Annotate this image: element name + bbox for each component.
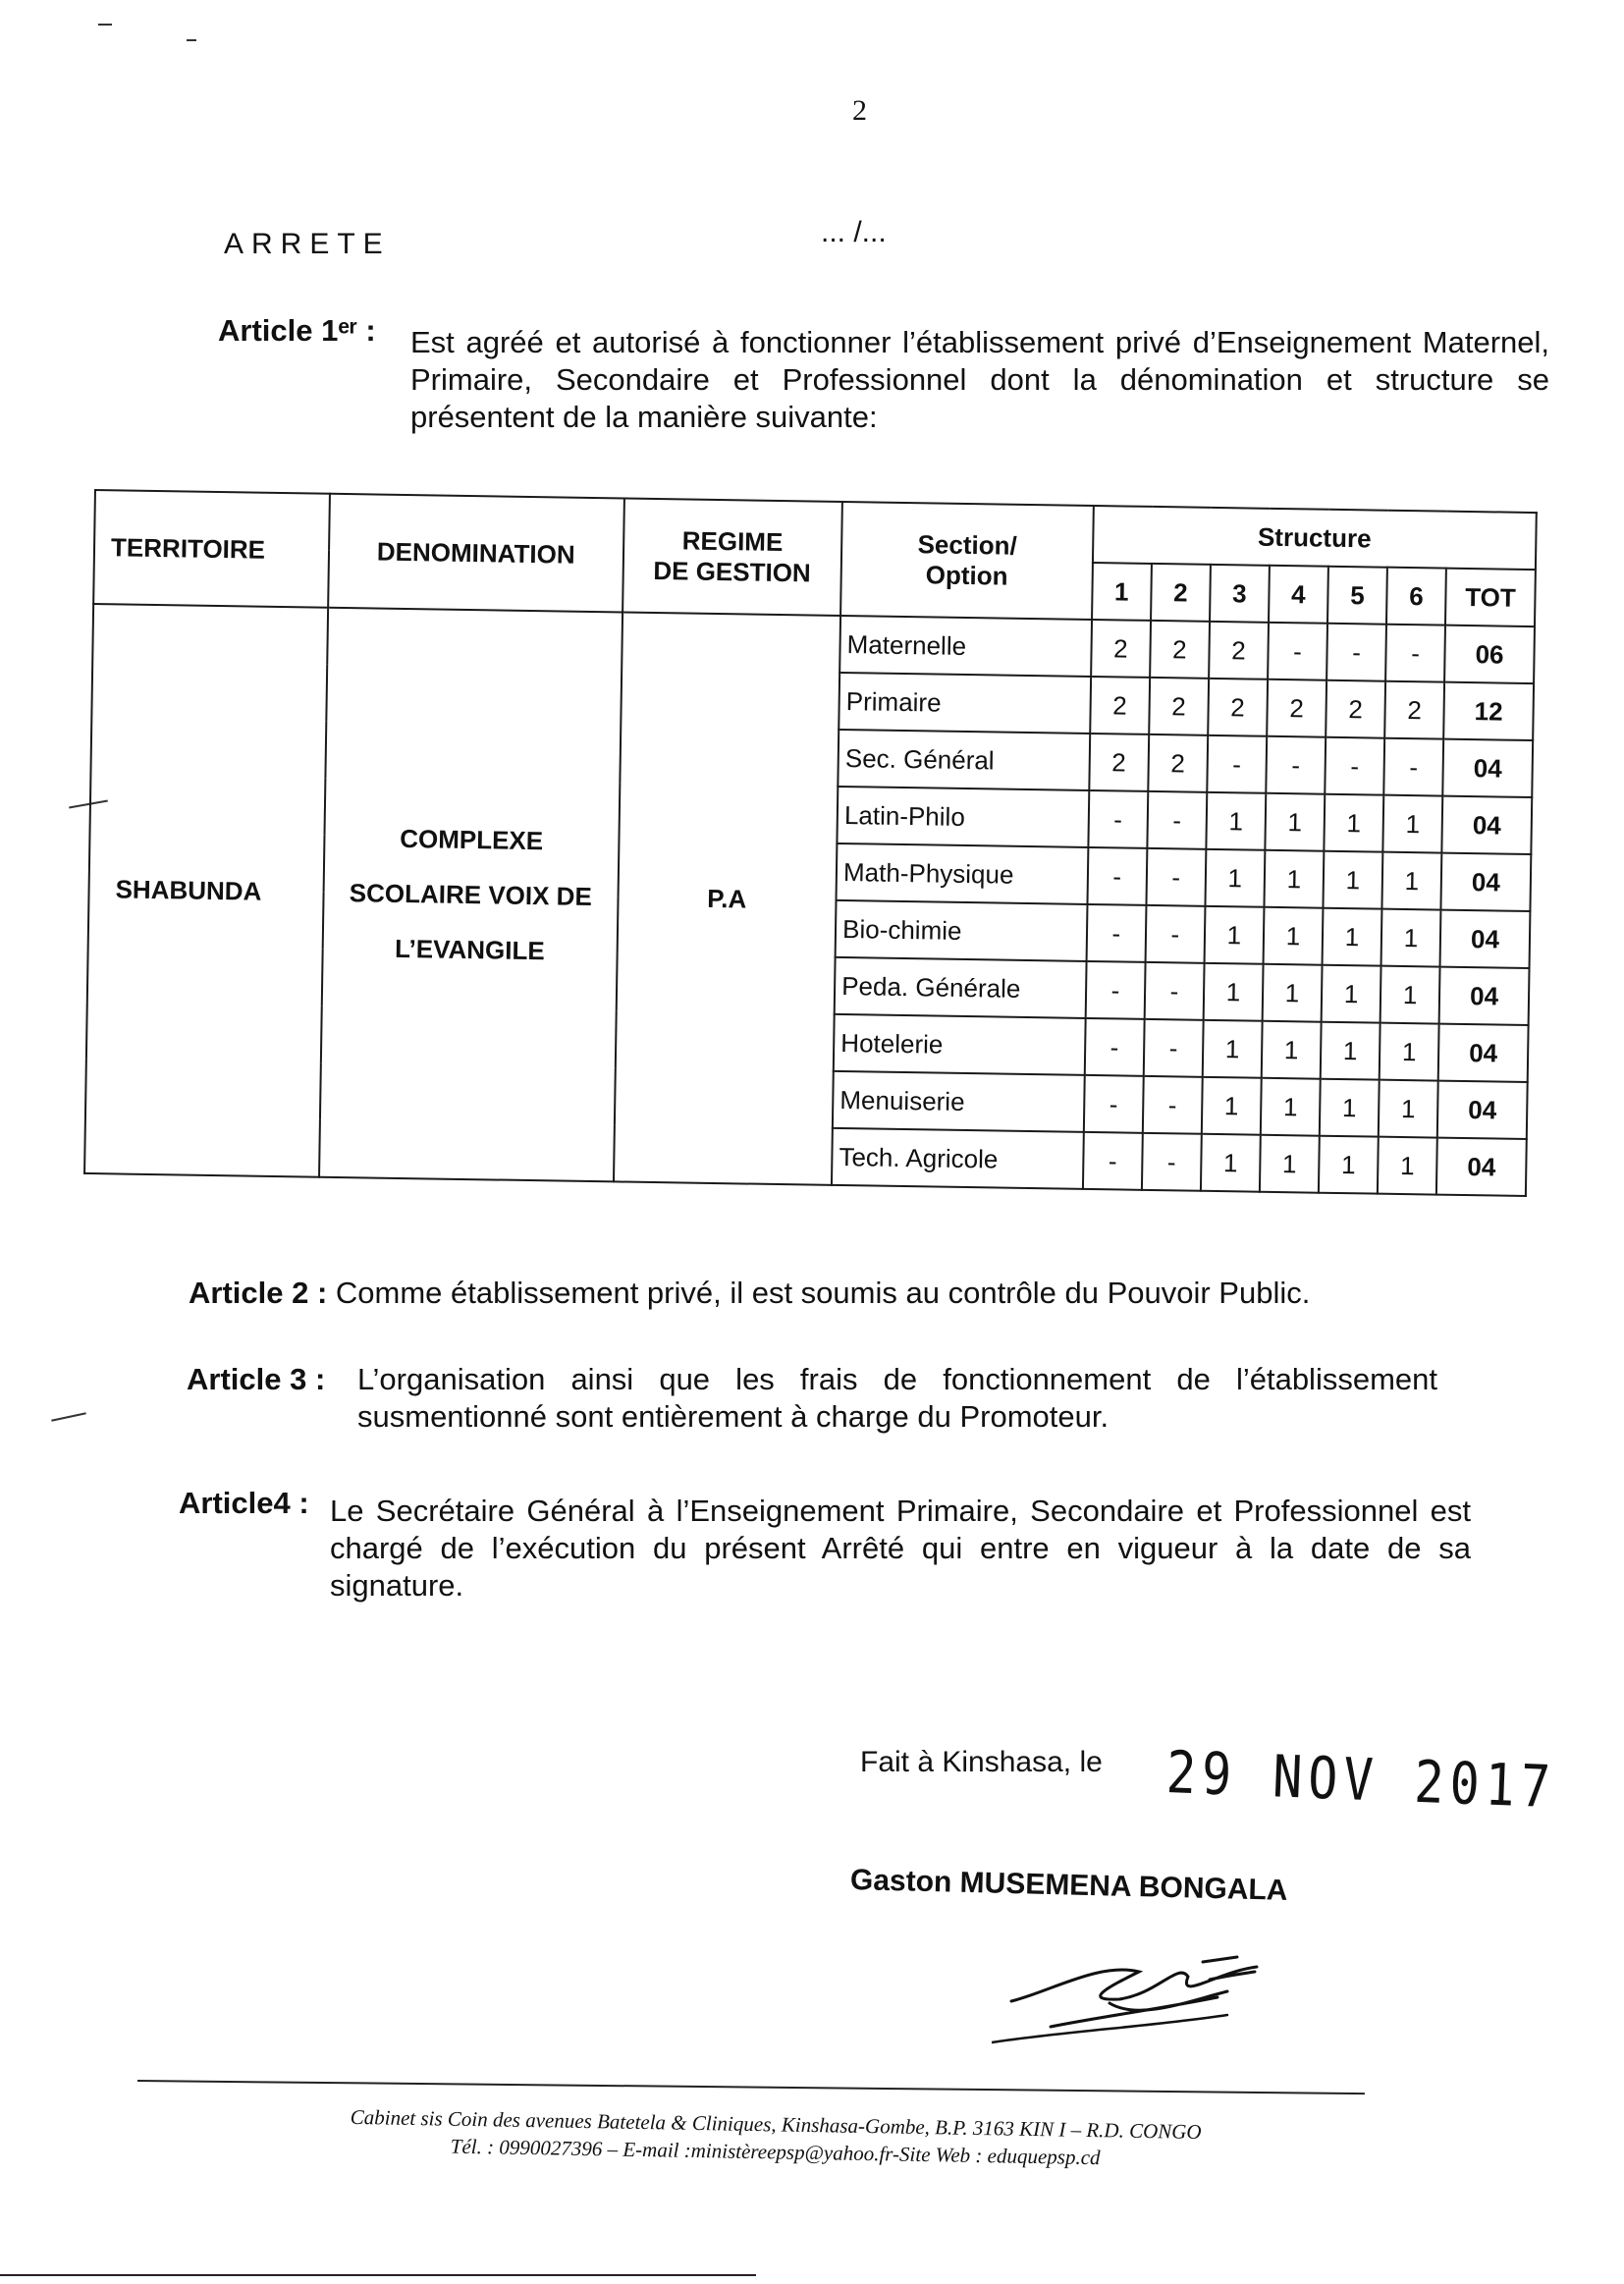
cell-level-6: 1 (1378, 1137, 1437, 1195)
cell-level-6: 1 (1381, 852, 1441, 910)
article-label: Article4 : (179, 1486, 309, 1520)
cell-section: Peda. Générale (835, 957, 1087, 1018)
cell-level-1: - (1087, 847, 1147, 905)
cell-level-4: 1 (1261, 1078, 1321, 1136)
article-4 (179, 1485, 1475, 1603)
cell-level-1: - (1083, 1132, 1143, 1190)
cell-level-3: 1 (1205, 849, 1265, 907)
cell-level-2: 2 (1150, 621, 1210, 679)
cell-section: Menuiserie (833, 1071, 1085, 1132)
cell-total: 04 (1436, 1138, 1527, 1196)
cell-level-4: - (1266, 736, 1326, 794)
cell-section: Math-Physique (837, 843, 1089, 904)
footer-line-1: Cabinet sis Coin des avenues Batetela & Cliniques, Kinshasa-Gombe, B.P. 3163 KIN I – R.D. CONGO (350, 2104, 1202, 2144)
cell-level-1: - (1086, 904, 1146, 962)
footer-line-2: Tél. : 0990027396 – E-mail :ministèreepsp@yahoo.fr-Site Web : eduquepsp.cd (450, 2134, 1101, 2170)
cell-level-1: - (1088, 790, 1148, 848)
article-label: Article 2 : (189, 1276, 328, 1310)
page-number: 2 (852, 94, 867, 127)
header-level-3: 3 (1210, 565, 1270, 623)
header-denomination: DENOMINATION (328, 494, 623, 613)
cell-total: 06 (1444, 625, 1535, 683)
cell-level-4: 1 (1263, 907, 1323, 965)
denomination-line: COMPLEXE (399, 823, 544, 856)
cell-level-2: - (1145, 905, 1205, 963)
cell-level-6: - (1383, 738, 1443, 796)
cell-territoire: SHABUNDA (84, 604, 328, 1177)
cell-total: 04 (1438, 1024, 1529, 1082)
header-total: TOT (1445, 569, 1536, 626)
article-text: Est agréé et autorisé à fonctionner l’établissement privé d’Enseignement Maternel, Primaire, Secondaire et Professionnel dont la dénomination et structure se présentent de la manière suivante: (410, 325, 1549, 434)
header-section-line1: Section/ (917, 529, 1017, 561)
footer-address (245, 2101, 1307, 2175)
cell-level-4: 1 (1262, 1021, 1322, 1079)
cell-section: Tech. Agricole (832, 1128, 1084, 1189)
cell-level-3: 1 (1201, 1134, 1261, 1192)
scan-mark (187, 39, 196, 41)
article-text: Le Secrétaire Général à l’Enseignement Primaire, Secondaire et Professionnel est chargé de l’exécution du présent Arrêté qui entre en vigueur à la date de sa signature. (330, 1494, 1471, 1603)
cell-level-4: 2 (1267, 680, 1326, 737)
article-label: Article 3 : (187, 1362, 326, 1396)
cell-level-1: 2 (1090, 677, 1150, 734)
scan-mark (98, 24, 112, 26)
article-2 (189, 1275, 1435, 1312)
cell-level-3: 2 (1209, 622, 1269, 680)
cell-level-4: 1 (1263, 964, 1323, 1022)
cell-level-1: - (1085, 961, 1145, 1019)
cell-denomination (319, 608, 623, 1182)
cell-level-4: - (1268, 623, 1327, 680)
cell-level-6: 1 (1380, 966, 1440, 1024)
cell-total: 04 (1442, 739, 1533, 797)
header-level-4: 4 (1269, 566, 1328, 624)
header-territoire: TERRITOIRE (93, 490, 330, 608)
header-level-6: 6 (1386, 568, 1446, 625)
article-3 (187, 1361, 1453, 1434)
denomination-line: SCOLAIRE VOIX DE (349, 878, 593, 912)
cell-section: Sec. Général (838, 730, 1090, 790)
cell-level-5: 1 (1322, 965, 1381, 1023)
cell-level-6: 1 (1381, 909, 1441, 967)
footer-rule (137, 2080, 1365, 2094)
cell-level-2: - (1147, 791, 1207, 849)
article-text: L’organisation ainsi que les frais de fonctionnement de l’établissement susmentionné sont entièrement à charge du Promoteur. (357, 1362, 1437, 1434)
signatory-name: Gaston MUSEMENA BONGALA (849, 1864, 1288, 1907)
cell-level-6: 2 (1384, 681, 1444, 739)
structure-table-wrapper (83, 489, 1538, 1197)
cell-level-2: 2 (1149, 678, 1209, 735)
header-level-5: 5 (1327, 567, 1387, 625)
cell-level-2: - (1142, 1133, 1202, 1191)
header-level-1: 1 (1092, 563, 1152, 621)
cell-level-5: 1 (1323, 851, 1382, 909)
cell-section: Bio-chimie (836, 900, 1088, 961)
cell-level-3: 1 (1204, 906, 1264, 964)
cell-section: Hotelerie (834, 1014, 1086, 1075)
header-level-2: 2 (1151, 564, 1211, 622)
cell-level-5: - (1326, 624, 1386, 681)
cell-total: 04 (1440, 853, 1531, 911)
denomination-line: L’EVANGILE (394, 933, 545, 966)
cell-total: 12 (1443, 682, 1534, 740)
cell-level-2: 2 (1148, 734, 1208, 792)
cell-total: 04 (1437, 1081, 1528, 1139)
scan-mark (51, 1412, 86, 1421)
continuation-mark: ... /... (821, 216, 887, 248)
cell-level-1: - (1085, 1018, 1145, 1076)
cell-level-6: - (1385, 625, 1445, 682)
cell-level-5: - (1325, 737, 1384, 795)
article-text: Comme établissement privé, il est soumis au contrôle du Pouvoir Public. (335, 1276, 1311, 1310)
bottom-rule (0, 2274, 756, 2276)
cell-level-2: - (1143, 1076, 1203, 1134)
header-regime-line2: DE GESTION (653, 555, 811, 588)
cell-level-5: 1 (1321, 1022, 1380, 1080)
cell-level-3: 1 (1203, 1020, 1263, 1078)
date-stamp: 29 NOV 2017 (1164, 1738, 1558, 1822)
cell-level-3: 2 (1208, 679, 1268, 736)
header-structure: Structure (1093, 506, 1537, 570)
cell-level-5: 1 (1319, 1136, 1379, 1194)
cell-section: Primaire (839, 673, 1091, 734)
cell-level-3: 1 (1202, 1077, 1262, 1135)
cell-level-1: 2 (1089, 734, 1149, 791)
cell-section: Latin-Philo (838, 787, 1090, 847)
cell-section: Maternelle (839, 616, 1092, 677)
cell-level-5: 2 (1326, 680, 1385, 738)
cell-level-5: 1 (1323, 908, 1382, 966)
cell-level-2: - (1144, 1019, 1204, 1077)
header-regime (623, 498, 842, 615)
cell-level-5: 1 (1324, 794, 1383, 852)
table-body (84, 604, 1535, 1196)
cell-level-6: 1 (1380, 1023, 1439, 1081)
cell-total: 04 (1441, 796, 1532, 854)
place-date: Fait à Kinshasa, le (860, 1746, 1103, 1778)
structure-table (83, 489, 1538, 1197)
cell-level-3: 1 (1206, 792, 1266, 850)
cell-level-3: - (1207, 735, 1267, 793)
header-section (840, 502, 1093, 620)
article-label: Article 1ᵉʳ : (218, 313, 376, 348)
cell-level-2: - (1144, 962, 1204, 1020)
cell-level-2: - (1146, 848, 1206, 906)
document-heading: ARRETE (224, 228, 391, 260)
cell-regime: P.A (614, 612, 841, 1184)
header-regime-line1: REGIME (681, 525, 784, 558)
cell-level-5: 1 (1320, 1079, 1380, 1137)
table-header-row (94, 490, 1537, 570)
handwritten-signature (992, 1932, 1286, 2050)
cell-total: 04 (1440, 910, 1531, 968)
cell-level-6: 1 (1379, 1080, 1438, 1138)
cell-level-3: 1 (1204, 963, 1264, 1021)
cell-level-4: 1 (1260, 1135, 1320, 1193)
cell-level-4: 1 (1265, 793, 1325, 851)
header-section-line2: Option (925, 560, 1008, 591)
cell-total: 04 (1439, 967, 1530, 1025)
cell-level-4: 1 (1264, 850, 1324, 908)
cell-level-1: - (1084, 1075, 1144, 1133)
cell-level-6: 1 (1382, 795, 1442, 853)
cell-level-1: 2 (1091, 620, 1151, 678)
